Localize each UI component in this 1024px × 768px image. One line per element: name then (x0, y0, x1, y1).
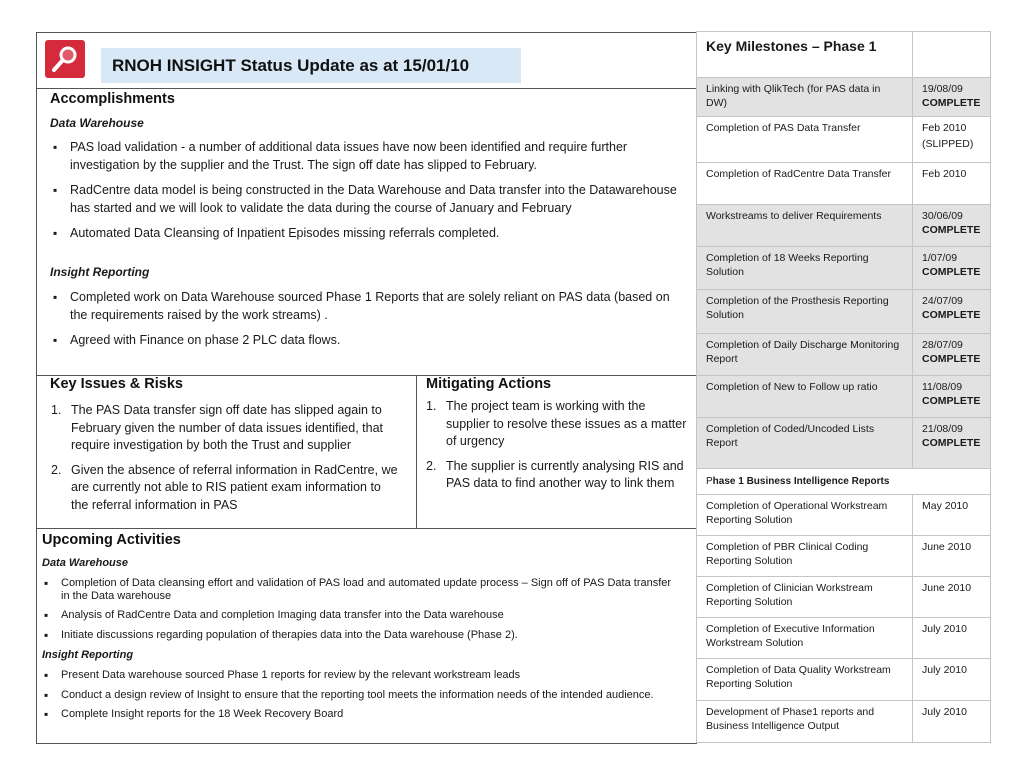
list-item: ▪ PAS load validation - a number of additional data issues have now been identified and require further investigation by the supplier and the Trust. The sign off date has slipped to February. (51, 139, 681, 174)
upcoming-ir-heading: Insight Reporting (42, 649, 134, 661)
table-row: Completion of New to Follow up ratio 11/08/09 COMPLETE (697, 376, 991, 418)
divider (37, 528, 696, 529)
accomplishments-ir-list (51, 289, 681, 358)
list-item: ▪ Analysis of RadCentre Data and completion Imaging data transfer into the Data warehouse (42, 609, 682, 622)
table-row: Development of Phase1 reports and Business Intelligence Output July 2010 (697, 701, 991, 743)
divider (37, 88, 696, 89)
accomplishments-ir-heading: Insight Reporting (50, 265, 150, 279)
upcoming-dw-heading: Data Warehouse (42, 557, 128, 569)
list-item: ▪ Completed work on Data Warehouse sourced Phase 1 Reports that are solely reliant on PAS data (based on the requirements raised by the work streams) . (51, 289, 681, 324)
table-row: Completion of Coded/Uncoded Lists Report 21/08/09 COMPLETE (697, 418, 991, 469)
issues-title: Key Issues & Risks (50, 376, 183, 392)
table-row: Completion of 18 Weeks Reporting Solution 1/07/09 COMPLETE (697, 247, 991, 290)
list-item: ▪ Complete Insight reports for the 18 Week Recovery Board (42, 708, 682, 721)
upcoming-ir-list (42, 669, 682, 728)
table-header-row (697, 32, 991, 78)
upcoming-title: Upcoming Activities (42, 532, 181, 548)
list-item: 2. Given the absence of referral information in RadCentre, we are currently not able to RIS patient exam information to the referral information in PAS (51, 462, 398, 512)
table-row: Completion of PBR Clinical Coding Reporting Solution June 2010 (697, 536, 991, 577)
table-row: Completion of Data Quality Workstream Reporting Solution July 2010 (697, 659, 991, 701)
milestones-table (696, 31, 991, 743)
issues-list (51, 402, 401, 521)
magnifier-logo-icon (45, 40, 85, 78)
list-item: ▪ Agreed with Finance on phase 2 PLC data flows. (51, 332, 681, 350)
list-item: 2. The supplier is currently analysing RIS and PAS data to find another way to link them (426, 458, 684, 490)
milestones-title: Key Milestones – Phase 1 (697, 32, 913, 78)
list-item: ▪ RadCentre data model is being constructed in the Data Warehouse and Data transfer into the Datawarehouse has started and we will look to validate the data during the course of January and February (51, 182, 681, 217)
table-row: Linking with QlikTech (for PAS data in DW) 19/08/09 COMPLETE (697, 78, 991, 117)
accomplishments-dw-list (51, 139, 681, 251)
mitigating-title: Mitigating Actions (426, 376, 552, 392)
mitigating-list (426, 398, 691, 500)
table-row: Workstreams to deliver Requirements 30/06/09 COMPLETE (697, 205, 991, 247)
list-item: ▪ Automated Data Cleansing of Inpatient Episodes missing referrals completed. (51, 225, 681, 243)
list-item: ▪ Initiate discussions regarding population of therapies data into the Data warehouse (Phase 2). (42, 629, 682, 642)
upcoming-dw-list (42, 577, 682, 648)
table-row: Completion of Daily Discharge Monitoring Report 28/07/09 COMPLETE (697, 334, 991, 376)
list-item: 1. The project team is working with the supplier to resolve these issues as a matter of urgency (426, 399, 687, 448)
table-row: Completion of Operational Workstream Reporting Solution May 2010 (697, 495, 991, 536)
page-title: RNOH INSIGHT Status Update as at 15/01/10 (101, 48, 521, 83)
table-row: Completion of PAS Data Transfer Feb 2010 (SLIPPED) (697, 117, 991, 163)
list-item: ▪ Completion of Data cleansing effort and validation of PAS load and automated update process – Sign off of PAS Data transfer in the Data warehouse (42, 577, 682, 602)
table-row: Completion of the Prosthesis Reporting Solution 24/07/09 COMPLETE (697, 290, 991, 334)
table-row: Completion of Executive Information Workstream Solution July 2010 (697, 618, 991, 659)
status-report-frame (36, 32, 697, 744)
accomplishments-dw-heading: Data Warehouse (50, 116, 144, 130)
column-divider (416, 375, 417, 528)
table-row: Completion of RadCentre Data Transfer Feb 2010 (697, 163, 991, 205)
list-item: 1. The PAS Data transfer sign off date has slipped again to February given the number of data issues identified, that require investigation by both the Trust and supplier (51, 403, 383, 452)
accomplishments-title: Accomplishments (50, 91, 175, 107)
list-item: ▪ Present Data warehouse sourced Phase 1 reports for review by the relevant workstream leads (42, 669, 682, 682)
list-item: ▪ Conduct a design review of Insight to ensure that the reporting tool meets the information needs of the intended audience. (42, 689, 682, 702)
phase-heading-row: Phase 1 Business Intelligence Reports (697, 469, 991, 495)
table-row: Completion of Clinician Workstream Reporting Solution June 2010 (697, 577, 991, 618)
